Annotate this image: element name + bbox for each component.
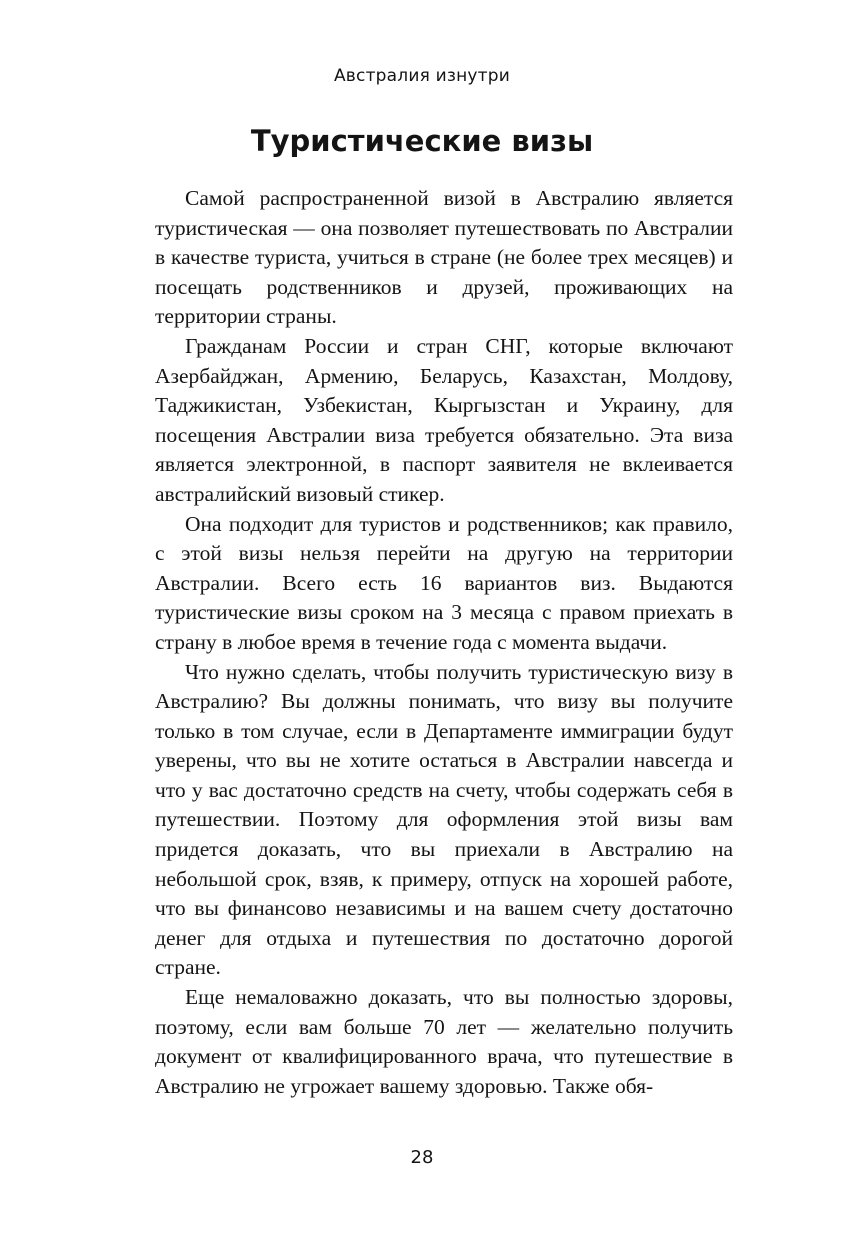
- running-head: Австралия изнутри: [333, 66, 511, 86]
- chapter-title: Туристические визы: [250, 124, 594, 158]
- paragraph-2: Гражданам России и стран СНГ, которые включают Азербайджан, Армению, Беларусь, Казахстан, Молдову, Таджикистан, Узбекистан, Кыргызстан и Украину, для посещения Австралии виза требуется обязательно. Эта виза является электронной, в паспорт заявителя не вклеивается австралийский визовый стикер.: [155, 333, 733, 506]
- paragraph-1: Самой распространенной визой в Австралию является туристическая — она позволяет путешествовать по Австралии в качестве туриста, учиться в стране (не более трех месяцев) и посещать родственников и друзей, проживающих на территории страны.: [155, 186, 733, 329]
- paragraph-4: Что нужно сделать, чтобы получить туристическую визу в Австралию? Вы должны понимать, что визу вы получите только в том случае, если в Департаменте иммиграции будут уверены, что вы не хотите остаться в Австралии навсегда и что у вас достаточно средств на счету, чтобы содержать себя в путешествии. Поэтому для оформления этой визы вам придется доказать, что вы приехали в Австралию на небольшой срок, взяв, к примеру, отпуск на хорошей работе, что вы финансово независимы и на вашем счету достаточно денег для отдыха и путешествия по достаточно дорогой стране.: [155, 659, 733, 980]
- paragraph-3: Она подходит для туристов и родственников; как правило, с этой визы нельзя перейти на другую на территории Австралии. Всего есть 16 вариантов виз. Выдаются туристические визы сроком на 3 месяца с правом приехать в страну в любое время в течение года с момента выдачи.: [155, 511, 733, 654]
- paragraph-5: Еще немаловажно доказать, что вы полностью здоровы, поэтому, если вам больше 70 лет — желательно получить документ от квалифицированного врача, что путешествие в Австралию не угрожает вашему здоровью. Также обя-: [155, 985, 733, 1098]
- page-number: 28: [410, 1147, 434, 1168]
- body-text: [155, 184, 733, 1101]
